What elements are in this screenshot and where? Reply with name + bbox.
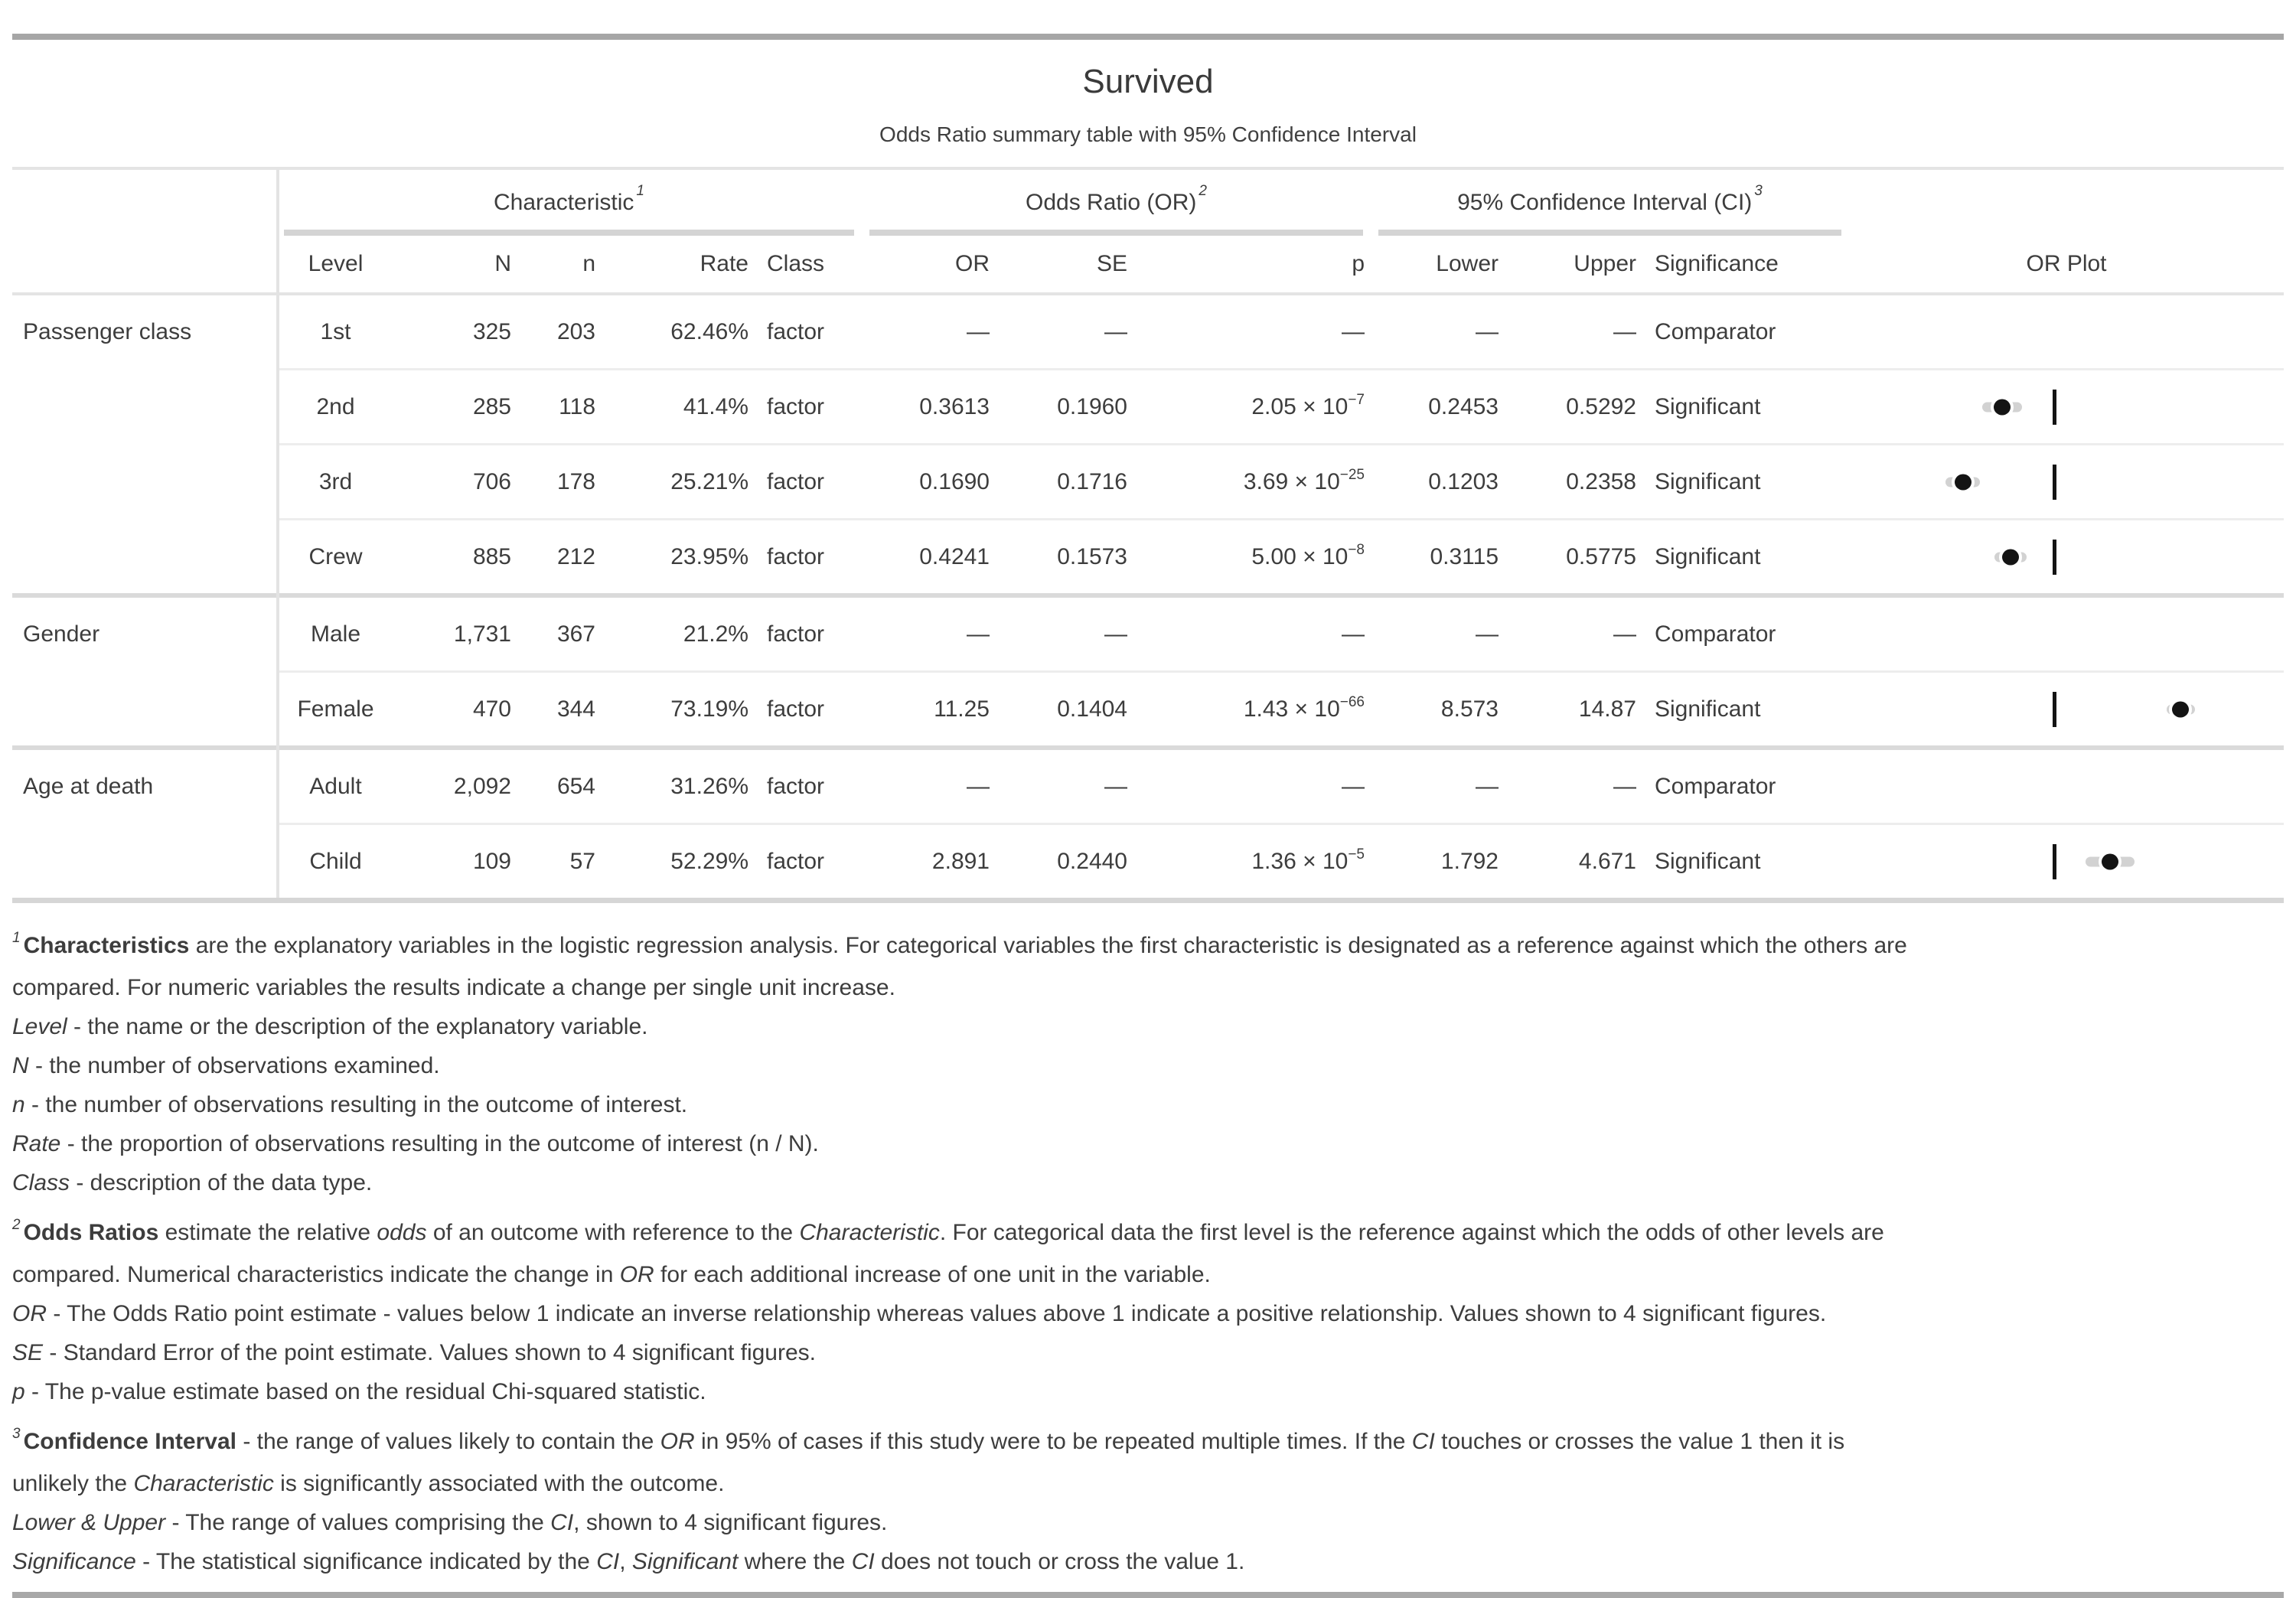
bottom-border-bar bbox=[12, 1592, 2284, 1598]
column-header-n: N bbox=[494, 251, 511, 276]
footnote-text: OR bbox=[660, 1429, 695, 1454]
cell-or: 0.3613 bbox=[919, 393, 990, 419]
cell-upper: 0.5775 bbox=[1566, 543, 1636, 569]
footnote-text: CI bbox=[596, 1549, 620, 1574]
footnote-line bbox=[12, 1542, 2284, 1581]
p-exponent: −8 bbox=[1348, 541, 1365, 558]
footnote-text: - The statistical significance indicated by the bbox=[135, 1549, 597, 1574]
footnote-3 bbox=[12, 1422, 2284, 1581]
footnote-text: Class bbox=[12, 1170, 70, 1195]
cell-level: 1st bbox=[320, 318, 351, 344]
footnote-line bbox=[12, 1294, 2284, 1333]
footnote-text: touches or crosses the value 1 then it is bbox=[1434, 1429, 1845, 1454]
label-column-divider bbox=[276, 170, 279, 898]
footnote-text: CI bbox=[1411, 1429, 1435, 1454]
cell-lower: — bbox=[1476, 621, 1499, 647]
cell-se: 0.1573 bbox=[1057, 543, 1127, 569]
footnote-line bbox=[12, 1046, 2284, 1085]
footnote-text: for each additional increase of one unit in the variable. bbox=[654, 1262, 1211, 1287]
cell-se: 0.2440 bbox=[1057, 848, 1127, 874]
or-plot-cell bbox=[1849, 520, 2284, 593]
or-plot-cell bbox=[1849, 445, 2284, 518]
cell-significance: Comparator bbox=[1655, 621, 1776, 647]
footnote-text: estimate the relative bbox=[158, 1220, 377, 1245]
column-header-level: Level bbox=[308, 251, 364, 276]
footnote-text: CI bbox=[851, 1549, 875, 1574]
footnote-text: Confidence Interval bbox=[23, 1429, 236, 1454]
cell-p: $1.43 \times 10^{-66}$ bbox=[1243, 693, 1365, 722]
cell-significance: Significant bbox=[1655, 543, 1761, 569]
reference-line bbox=[2053, 390, 2056, 425]
cell-n-outcome: 654 bbox=[556, 773, 595, 799]
footnote-line bbox=[12, 1372, 2284, 1411]
cell-se: — bbox=[1104, 318, 1127, 344]
footnote-line bbox=[12, 926, 2284, 968]
footnote-text: odds bbox=[377, 1220, 427, 1245]
cell-lower: 0.1203 bbox=[1428, 468, 1499, 494]
column-header-or-plot: OR Plot bbox=[2026, 251, 2107, 276]
cell-se: — bbox=[1104, 621, 1127, 647]
cell-rate: 62.46% bbox=[670, 318, 748, 344]
cell-significance: Significant bbox=[1655, 393, 1761, 419]
p-exponent: −5 bbox=[1348, 846, 1365, 863]
cell-n-outcome: 57 bbox=[569, 848, 595, 874]
cell-upper: 0.5292 bbox=[1566, 393, 1636, 419]
footnote-text: Characteristic bbox=[133, 1471, 274, 1496]
cell-n-total: 2,092 bbox=[453, 773, 511, 799]
table-row bbox=[12, 295, 2284, 368]
cell-class: factor bbox=[767, 393, 825, 419]
or-point-dot bbox=[2102, 853, 2118, 869]
table-row bbox=[12, 598, 2284, 670]
cell-n-outcome: 344 bbox=[556, 696, 595, 722]
cell-p: — bbox=[1342, 621, 1365, 647]
footnote-text: - description of the data type. bbox=[70, 1170, 373, 1195]
or-plot-cell bbox=[1849, 750, 2284, 823]
cell-p: — bbox=[1342, 773, 1365, 799]
cell-n-outcome: 203 bbox=[556, 318, 595, 344]
cell-class: factor bbox=[767, 696, 825, 722]
cell-lower: 0.2453 bbox=[1428, 393, 1499, 419]
cell-n-outcome: 178 bbox=[556, 468, 595, 494]
footnote-text: - the number of observations examined. bbox=[28, 1053, 440, 1078]
group-header-odds-ratio-or-: Odds Ratio (OR) 2 bbox=[862, 170, 1371, 236]
table-bottom-border bbox=[12, 898, 2284, 903]
reference-line bbox=[2053, 692, 2056, 727]
footnote-line bbox=[12, 1163, 2284, 1202]
table-row bbox=[12, 445, 2284, 518]
table-row bbox=[12, 825, 2284, 898]
group-header-underline bbox=[1378, 230, 1841, 236]
footnote-text: compared. For numeric variables the results indicate a change per single unit increase. bbox=[12, 975, 895, 1000]
footnote-text: Significance bbox=[12, 1549, 136, 1574]
cell-n-total: 285 bbox=[472, 393, 511, 419]
page-title: Survived bbox=[1082, 63, 1214, 100]
cell-lower: 1.792 bbox=[1440, 848, 1499, 874]
or-plot-cell bbox=[1849, 295, 2284, 368]
table-row bbox=[12, 750, 2284, 823]
footnote-line bbox=[12, 1124, 2284, 1163]
cell-rate: 31.26% bbox=[670, 773, 748, 799]
cell-significance: Significant bbox=[1655, 848, 1761, 874]
or-plot-cell bbox=[1849, 825, 2284, 898]
footnote-text: - the number of observations resulting in the outcome of interest. bbox=[24, 1092, 688, 1117]
cell-or: 11.25 bbox=[934, 696, 990, 722]
cell-n-outcome: 118 bbox=[559, 393, 595, 419]
cell-lower: — bbox=[1476, 318, 1499, 344]
cell-se: 0.1960 bbox=[1057, 393, 1127, 419]
group-header-underline bbox=[284, 230, 854, 236]
cell-upper: 14.87 bbox=[1578, 696, 1636, 722]
cell-or: — bbox=[967, 621, 990, 647]
footnote-line bbox=[12, 1503, 2284, 1542]
or-plot-cell bbox=[1849, 673, 2284, 745]
cell-class: factor bbox=[767, 773, 825, 799]
footnote-text: is significantly associated with the outcome. bbox=[273, 1471, 725, 1496]
cell-level: Crew bbox=[308, 543, 363, 569]
footnote-text: OR bbox=[12, 1301, 47, 1326]
group-header-characteristic: Characteristic 1 bbox=[276, 170, 862, 236]
or-point-dot bbox=[1994, 399, 2011, 415]
cell-class: factor bbox=[767, 543, 825, 569]
footnote-text: are the explanatory variables in the logistic regression analysis. For categorical variables the first characteristic is designated as a reference against which the others are bbox=[189, 933, 1907, 958]
cell-lower: 8.573 bbox=[1440, 696, 1499, 722]
footnote-text: - The Odds Ratio point estimate - values below 1 indicate an inverse relationship whereas values above 1 indicate a positive relationship. Values shown to 4 significant figures. bbox=[47, 1301, 1827, 1326]
footnote-text: unlikely the bbox=[12, 1471, 134, 1496]
footnote-text: - the proportion of observations resulting in the outcome of interest (n / N). bbox=[60, 1131, 819, 1156]
table-column-header-row bbox=[12, 236, 2284, 292]
cell-n-total: 325 bbox=[472, 318, 511, 344]
footnote-marker: 2 bbox=[1199, 183, 1207, 199]
cell-significance: Comparator bbox=[1655, 773, 1776, 799]
footnote-text: Level bbox=[12, 1014, 67, 1039]
footnote-text: , bbox=[619, 1549, 632, 1574]
cell-level: Child bbox=[309, 848, 362, 874]
footnote-marker: 1 bbox=[636, 183, 644, 199]
column-header-p: p bbox=[1352, 251, 1365, 276]
or-plot-cell bbox=[1849, 598, 2284, 670]
footnote-text: Rate bbox=[12, 1131, 61, 1156]
cell-n-total: 470 bbox=[472, 696, 511, 722]
cell-class: factor bbox=[767, 318, 825, 344]
cell-class: factor bbox=[767, 621, 825, 647]
footnote-text: OR bbox=[619, 1262, 654, 1287]
cell-or: — bbox=[967, 318, 990, 344]
group-header-underline bbox=[869, 230, 1363, 236]
table-row bbox=[12, 370, 2284, 443]
or-point-dot bbox=[1955, 474, 1971, 490]
footnote-line bbox=[12, 1422, 2284, 1464]
column-header-n: n bbox=[582, 251, 595, 276]
footnote-text: SE bbox=[12, 1340, 44, 1365]
cell-upper: — bbox=[1613, 621, 1636, 647]
cell-n-total: 706 bbox=[472, 468, 511, 494]
cell-class: factor bbox=[767, 468, 825, 494]
cell-p: $1.36 \times 10^{-5}$ bbox=[1251, 846, 1365, 874]
cell-n-total: 1,731 bbox=[453, 621, 511, 647]
footnote-text: - The range of values comprising the bbox=[165, 1510, 551, 1535]
or-point-dot bbox=[2002, 549, 2019, 565]
cell-p: $3.69 \times 10^{-25}$ bbox=[1243, 466, 1365, 494]
footnote-text: Characteristic bbox=[799, 1220, 940, 1245]
cell-significance: Comparator bbox=[1655, 318, 1776, 344]
cell-significance: Significant bbox=[1655, 468, 1761, 494]
footnote-marker: 1 bbox=[12, 930, 21, 946]
cell-upper: 4.671 bbox=[1578, 848, 1636, 874]
cell-class: factor bbox=[767, 848, 825, 874]
cell-lower: 0.3115 bbox=[1430, 543, 1499, 569]
cell-se: 0.1404 bbox=[1057, 696, 1127, 722]
cell-se: — bbox=[1104, 773, 1127, 799]
footnote-text: compared. Numerical characteristics indicate the change in bbox=[12, 1262, 620, 1287]
footnote-text: does not touch or cross the value 1. bbox=[874, 1549, 1245, 1574]
cell-rate: 23.95% bbox=[670, 543, 748, 569]
table-row bbox=[12, 673, 2284, 745]
footnote-marker: 3 bbox=[1754, 183, 1763, 199]
footnote-marker: 2 bbox=[12, 1217, 21, 1233]
column-header-se: SE bbox=[1096, 251, 1127, 276]
cell-n-outcome: 212 bbox=[556, 543, 595, 569]
footnote-text: Lower & Upper bbox=[12, 1510, 166, 1535]
footnote-text: - Standard Error of the point estimate. Values shown to 4 significant figures. bbox=[43, 1340, 816, 1365]
p-exponent: −25 bbox=[1339, 466, 1365, 483]
footnote-line bbox=[12, 968, 2284, 1007]
or-plot-cell bbox=[1849, 370, 2284, 443]
p-exponent: −7 bbox=[1348, 391, 1365, 408]
group-label: Age at death bbox=[23, 773, 154, 799]
cell-level: Male bbox=[310, 621, 361, 647]
cell-n-outcome: 367 bbox=[556, 621, 595, 647]
column-header-class: Class bbox=[767, 251, 825, 276]
reference-line bbox=[2053, 844, 2056, 879]
footnote-text: in 95% of cases if this study were to be repeated multiple times. If the bbox=[694, 1429, 1412, 1454]
page-subtitle: Odds Ratio summary table with 95% Confidence Interval bbox=[879, 122, 1417, 146]
footnote-line bbox=[12, 1007, 2284, 1046]
table-row bbox=[12, 520, 2284, 593]
column-header-lower: Lower bbox=[1436, 251, 1499, 276]
footnote-line bbox=[12, 1333, 2284, 1372]
cell-p: $2.05 \times 10^{-7}$ bbox=[1251, 391, 1365, 419]
table-group-header-row bbox=[12, 170, 2284, 236]
footnote-line bbox=[12, 1255, 2284, 1294]
p-exponent: −66 bbox=[1339, 693, 1365, 710]
footnote-text: N bbox=[12, 1053, 29, 1078]
footnote-text: - the range of values likely to contain the bbox=[236, 1429, 660, 1454]
group-header-95-confidence-interval-ci-: 95% Confidence Interval (CI) 3 bbox=[1371, 170, 1849, 236]
footnote-line bbox=[12, 1213, 2284, 1255]
cell-n-total: 109 bbox=[472, 848, 511, 874]
or-point-dot bbox=[2172, 701, 2189, 717]
footnote-text: of an outcome with reference to the bbox=[426, 1220, 800, 1245]
cell-level: 2nd bbox=[316, 393, 355, 419]
column-header-rate: Rate bbox=[700, 251, 748, 276]
cell-significance: Significant bbox=[1655, 696, 1761, 722]
cell-or: 2.891 bbox=[931, 848, 990, 874]
cell-upper: — bbox=[1613, 773, 1636, 799]
cell-level: 3rd bbox=[318, 468, 353, 494]
footnote-text: CI bbox=[550, 1510, 574, 1535]
cell-lower: — bbox=[1476, 773, 1499, 799]
footnote-text: n bbox=[12, 1092, 25, 1117]
footnote-text: p bbox=[12, 1379, 25, 1404]
cell-or: — bbox=[967, 773, 990, 799]
cell-rate: 41.4% bbox=[683, 393, 748, 419]
odds-ratio-table bbox=[12, 170, 2284, 903]
cell-p: $5.00 \times 10^{-8}$ bbox=[1251, 541, 1365, 569]
footnote-text: - The p-value estimate based on the residual Chi-squared statistic. bbox=[24, 1379, 706, 1404]
column-header-upper: Upper bbox=[1574, 251, 1636, 276]
cell-upper: — bbox=[1613, 318, 1636, 344]
cell-rate: 21.2% bbox=[683, 621, 748, 647]
footnote-text: , shown to 4 significant figures. bbox=[573, 1510, 888, 1535]
cell-p: — bbox=[1342, 318, 1365, 344]
footnote-text: . For categorical data the first level is the reference against which the odds of other levels are bbox=[939, 1220, 1884, 1245]
cell-n-total: 885 bbox=[472, 543, 511, 569]
group-label: Passenger class bbox=[23, 318, 192, 344]
footnote-marker: 3 bbox=[12, 1426, 21, 1442]
footnote-text: Odds Ratios bbox=[23, 1220, 159, 1245]
cell-rate: 73.19% bbox=[670, 696, 748, 722]
cell-upper: 0.2358 bbox=[1566, 468, 1636, 494]
footnote-line bbox=[12, 1085, 2284, 1124]
cell-or: 0.4241 bbox=[919, 543, 990, 569]
column-header-significance: Significance bbox=[1655, 251, 1779, 276]
reference-line bbox=[2053, 465, 2056, 500]
footnote-text: Significant bbox=[631, 1549, 739, 1574]
footnote-2 bbox=[12, 1213, 2284, 1411]
cell-rate: 52.29% bbox=[670, 848, 748, 874]
cell-se: 0.1716 bbox=[1057, 468, 1127, 494]
group-label: Gender bbox=[23, 621, 100, 647]
cell-level: Female bbox=[297, 696, 374, 722]
footnote-text: where the bbox=[738, 1549, 852, 1574]
cell-rate: 25.21% bbox=[670, 468, 748, 494]
footnote-line bbox=[12, 1464, 2284, 1503]
cell-level: Adult bbox=[309, 773, 362, 799]
footnote-text: - the name or the description of the explanatory variable. bbox=[67, 1014, 648, 1039]
cell-or: 0.1690 bbox=[919, 468, 990, 494]
footnote-text: Characteristics bbox=[23, 933, 190, 958]
column-header-or: OR bbox=[955, 251, 990, 276]
top-border-bar bbox=[12, 34, 2284, 40]
footnote-1 bbox=[12, 926, 2284, 1202]
footnotes bbox=[12, 926, 2284, 1581]
reference-line bbox=[2053, 540, 2056, 575]
